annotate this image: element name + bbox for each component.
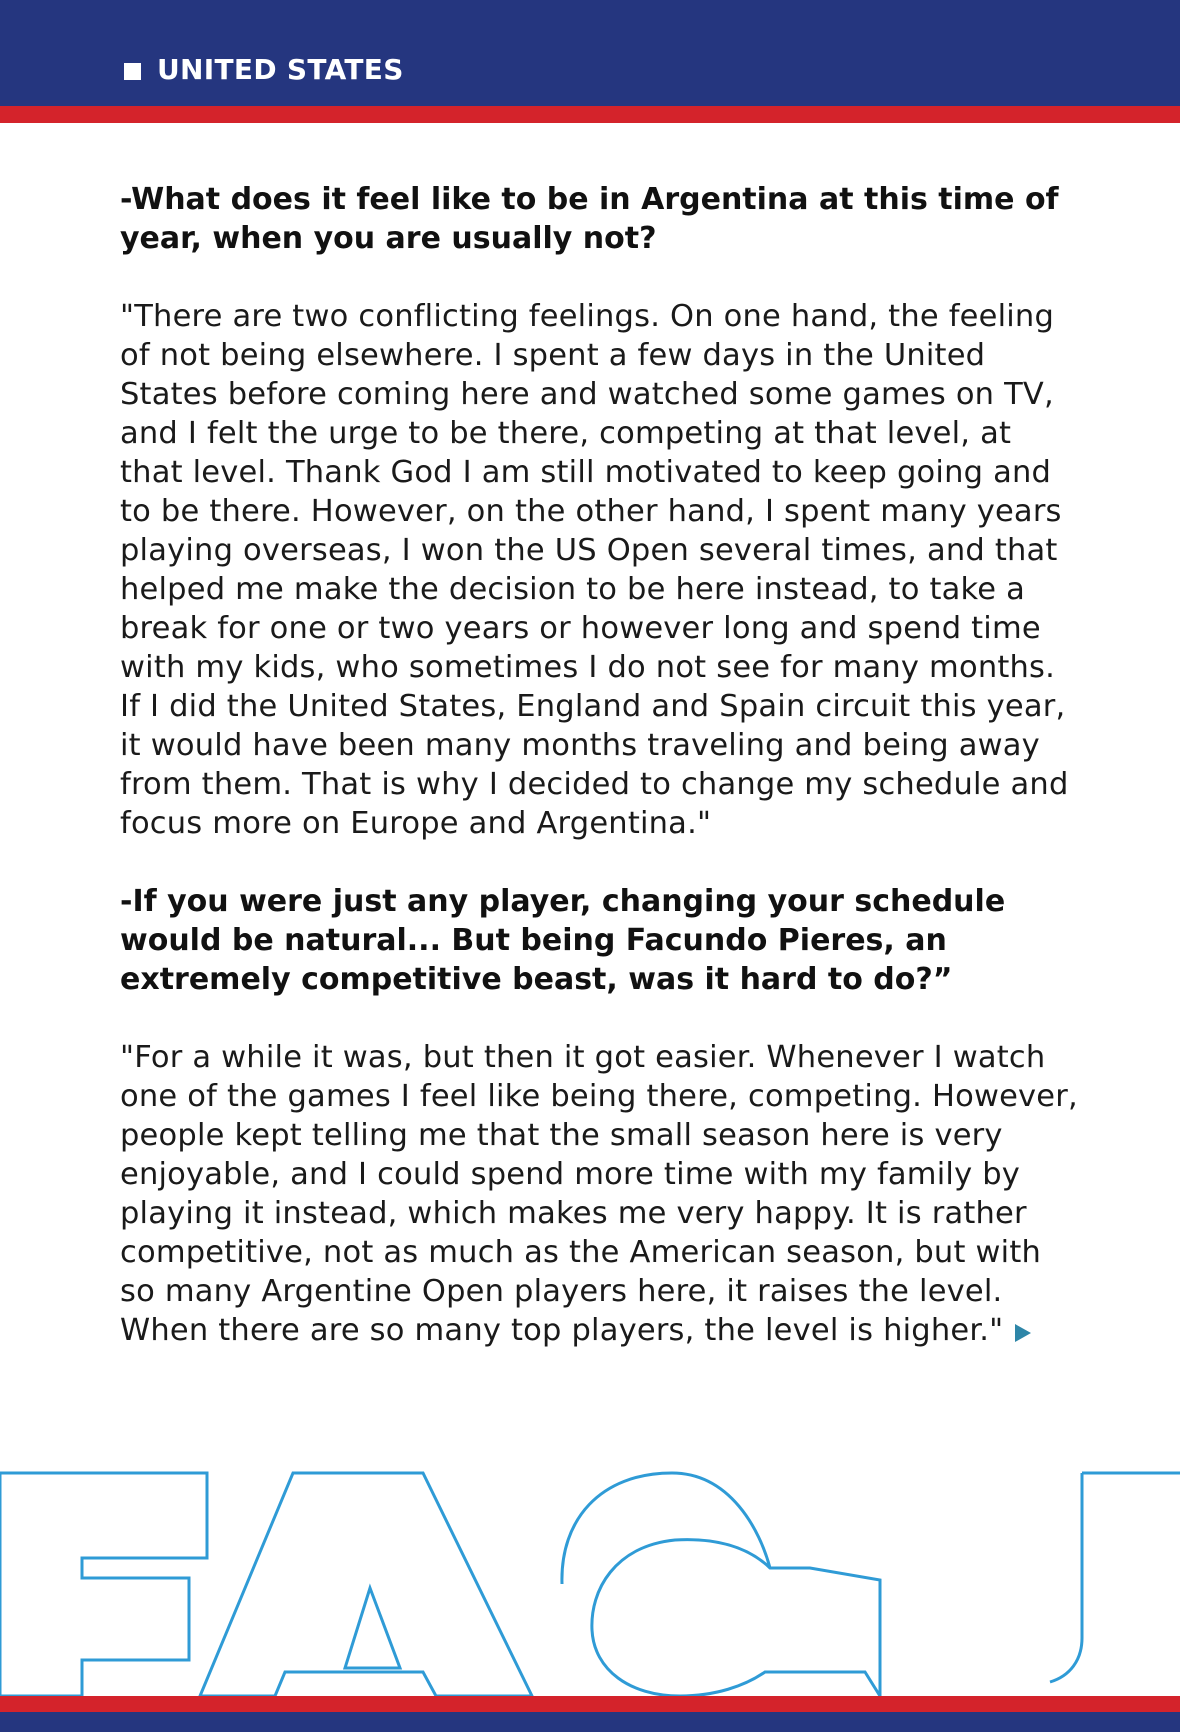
outline-word-facu <box>0 1460 1180 1700</box>
letter-a-outline <box>200 1473 532 1696</box>
square-bullet-icon <box>124 63 141 80</box>
question-2: -If you were just any player, changing your schedule would be natural... But being Facundo Pieres, an extremely competitive beast, was it hard to do?” <box>120 884 1006 997</box>
triangle-right-icon <box>1015 1324 1031 1342</box>
interview-body <box>120 180 1082 1389</box>
footer-red-stripe <box>0 1696 1180 1712</box>
letter-a-counter <box>345 1588 400 1668</box>
letter-u-outline <box>1050 1473 1082 1682</box>
answer-2 <box>120 1038 1082 1350</box>
header-red-stripe <box>0 106 1180 123</box>
answer-1: "There are two conflicting feelings. On one hand, the feeling of not being elsewhere. I spent a few days in the United States before coming here and watched some games on TV, and I felt the urge to be there, competing at that level, at that level. Thank God I am still motivated to keep going and to be there. However, on the other hand, I spent many years playing overseas, I won the US Open several times, and that helped me make the decision to be here instead, to take a break for one or two years or however long and spend time with my kids, who sometimes I do not see for many months. If I did the United States, England and Spain circuit this year, it would have been many months traveling and being away from them. That is why I decided to change my schedule and focus more on Europe and Argentina." <box>120 299 1069 841</box>
footer-navy-bar <box>0 1712 1180 1732</box>
question-1: -What does it feel like to be in Argentina at this time of year, when you are usually not? <box>120 182 1059 256</box>
section-label: UNITED STATES <box>157 53 404 86</box>
answer-2-text: "For a while it was, but then it got easier. Whenever I watch one of the games I feel like being there, competing. However, people kept telling me that the small season here is very enjoyable, and I could spend more time with my family by playing it instead, which makes me very happy. It is rather competitive, not as much as the American season, but with so many Argentine Open players here, it raises the level. When there are so many top players, the level is higher." <box>120 1040 1078 1348</box>
letter-c-outer <box>562 1473 770 1584</box>
letter-f-outline <box>0 1473 207 1696</box>
letter-c-outline <box>592 1540 880 1696</box>
